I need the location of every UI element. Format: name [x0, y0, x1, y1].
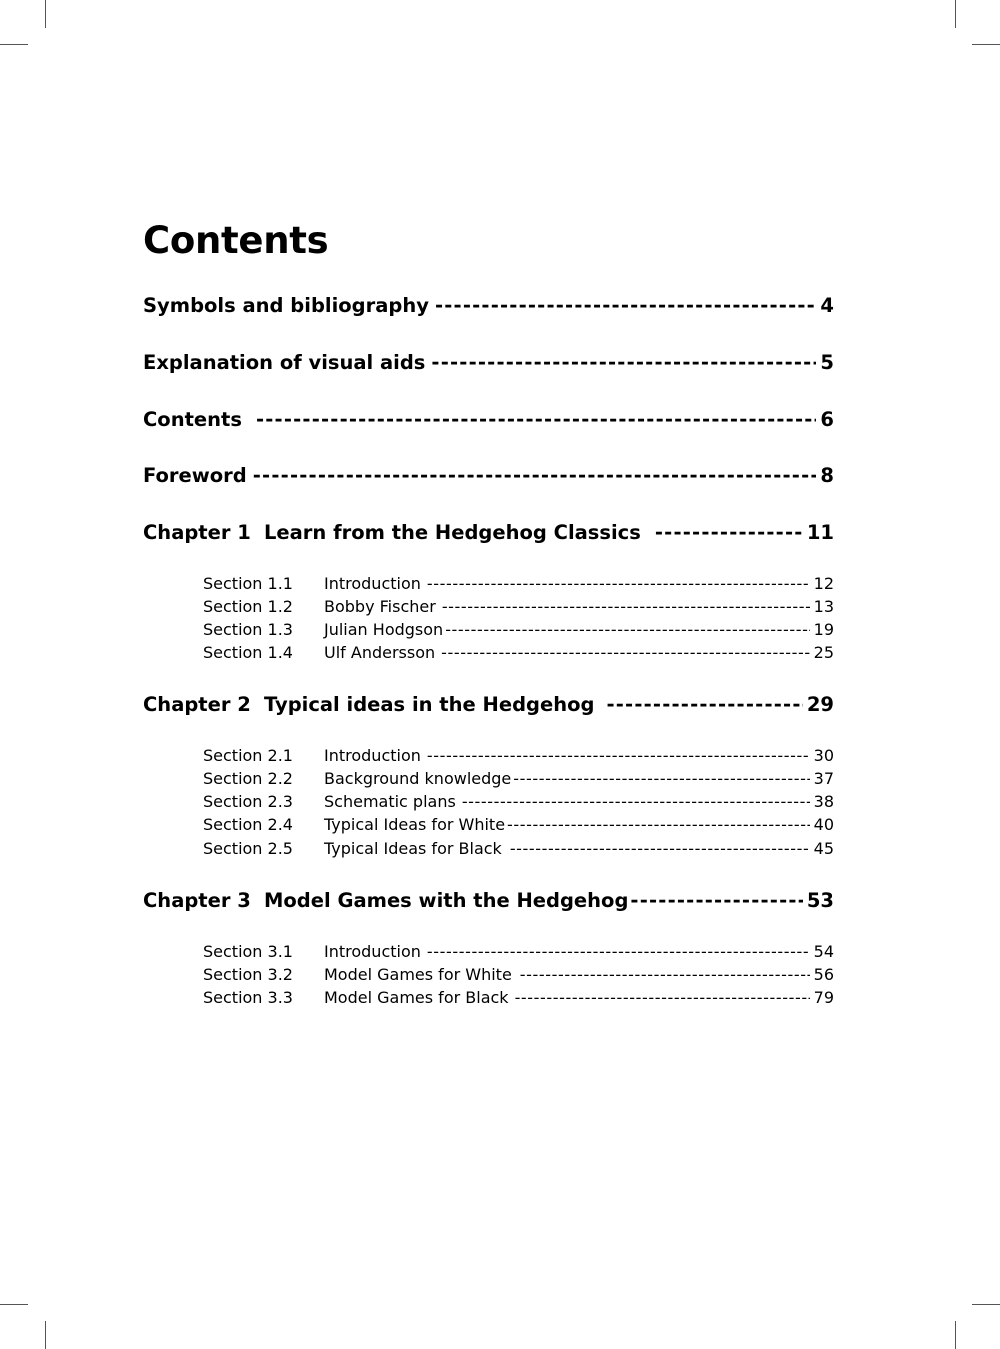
section-title: Ulf Andersson [324, 643, 436, 662]
chapter-title: Typical ideas in the Hedgehog [264, 693, 595, 716]
dot-leader [510, 838, 810, 860]
chapter-number: Chapter 1 [143, 521, 251, 544]
chapter-number: Chapter 3 [143, 889, 251, 912]
section-page: 37 [813, 769, 834, 788]
dot-leader [630, 888, 802, 914]
toc-entry-label: Explanation of visual aids [143, 351, 426, 374]
toc-entry-page: 5 [820, 351, 834, 374]
section-number: Section 1.3 [203, 620, 293, 639]
toc-entry-label: Contents [143, 408, 242, 431]
toc-chapter-1[interactable] [143, 520, 834, 546]
section-title: Schematic plans [324, 792, 456, 811]
dot-leader [253, 463, 817, 489]
section-number: Section 3.2 [203, 965, 293, 984]
crop-mark-top-right [955, 0, 956, 28]
toc-entry-page: 4 [820, 294, 834, 317]
toc-section-3-1[interactable] [203, 941, 834, 963]
toc-section-2-5[interactable] [203, 838, 834, 860]
section-number: Section 3.3 [203, 988, 293, 1007]
section-title: Typical Ideas for Black [324, 839, 502, 858]
toc-section-2-4[interactable] [203, 814, 834, 836]
section-page: 56 [813, 965, 834, 984]
toc-entry-page: 6 [820, 408, 834, 431]
crop-mark-top-left-h [0, 44, 28, 45]
chapter-page: 11 [806, 521, 834, 544]
section-title: Introduction [324, 574, 421, 593]
toc-section-1-1[interactable] [203, 573, 834, 595]
section-page: 12 [813, 574, 834, 593]
crop-mark-top-left [45, 0, 46, 28]
section-page: 38 [813, 792, 834, 811]
toc-entry-page: 8 [820, 464, 834, 487]
toc-entry-label: Symbols and bibliography [143, 294, 429, 317]
crop-mark-bottom-left [45, 1321, 46, 1349]
dot-leader [427, 745, 810, 767]
dot-leader [435, 293, 816, 319]
chapter-title: Learn from the Hedgehog Classics [264, 521, 641, 544]
section-title: Bobby Fischer [324, 597, 436, 616]
section-title: Model Games for Black [324, 988, 509, 1007]
toc-entry-visual-aids[interactable] [143, 350, 834, 376]
section-title: Julian Hodgson [324, 620, 444, 639]
crop-mark-bottom-right [955, 1321, 956, 1349]
dot-leader [606, 692, 802, 718]
section-number: Section 1.2 [203, 597, 293, 616]
dot-leader [441, 642, 810, 664]
section-number: Section 2.2 [203, 769, 293, 788]
dot-leader [520, 964, 810, 986]
dot-leader [655, 520, 803, 546]
dot-leader [515, 987, 810, 1009]
section-title: Typical Ideas for White [324, 815, 506, 834]
section-number: Section 2.3 [203, 792, 293, 811]
section-title: Introduction [324, 942, 421, 961]
section-number: Section 3.1 [203, 942, 293, 961]
toc-chapter-3[interactable] [143, 888, 834, 914]
section-number: Section 1.4 [203, 643, 293, 662]
chapter-number: Chapter 2 [143, 693, 251, 716]
toc-entry-foreword[interactable] [143, 463, 834, 489]
dot-leader [507, 814, 810, 836]
toc-section-3-2[interactable] [203, 964, 834, 986]
toc-entry-symbols[interactable] [143, 293, 834, 319]
section-page: 79 [813, 988, 834, 1007]
section-number: Section 2.1 [203, 746, 293, 765]
toc-entry-label: Foreword [143, 464, 247, 487]
section-title: Model Games for White [324, 965, 512, 984]
section-number: Section 2.5 [203, 839, 293, 858]
toc-section-1-4[interactable] [203, 642, 834, 664]
section-title: Introduction [324, 746, 421, 765]
chapter-page: 53 [806, 889, 834, 912]
dot-leader [513, 768, 809, 790]
dot-leader [256, 407, 816, 433]
section-title: Background knowledge [324, 769, 512, 788]
section-page: 25 [813, 643, 834, 662]
section-page: 13 [813, 597, 834, 616]
section-number: Section 1.1 [203, 574, 293, 593]
section-page: 30 [813, 746, 834, 765]
toc-section-2-1[interactable] [203, 745, 834, 767]
toc-section-2-3[interactable] [203, 791, 834, 813]
section-page: 40 [813, 815, 834, 834]
dot-leader [427, 573, 810, 595]
dot-leader [462, 791, 810, 813]
section-page: 54 [813, 942, 834, 961]
section-page: 45 [813, 839, 834, 858]
dot-leader [445, 619, 809, 641]
section-number: Section 2.4 [203, 815, 293, 834]
chapter-page: 29 [806, 693, 834, 716]
dot-leader [431, 350, 816, 376]
crop-mark-bottom-right-h [972, 1304, 1000, 1305]
toc-section-1-3[interactable] [203, 619, 834, 641]
section-page: 19 [813, 620, 834, 639]
dot-leader [442, 596, 810, 618]
dot-leader [427, 941, 810, 963]
crop-mark-top-right-h [972, 44, 1000, 45]
toc-section-2-2[interactable] [203, 768, 834, 790]
page-title: Contents [143, 219, 329, 262]
toc-chapter-2[interactable] [143, 692, 834, 718]
chapter-title: Model Games with the Hedgehog [264, 889, 629, 912]
toc-section-1-2[interactable] [203, 596, 834, 618]
toc-section-3-3[interactable] [203, 987, 834, 1009]
toc-entry-contents[interactable] [143, 407, 834, 433]
crop-mark-bottom-left-h [0, 1304, 28, 1305]
